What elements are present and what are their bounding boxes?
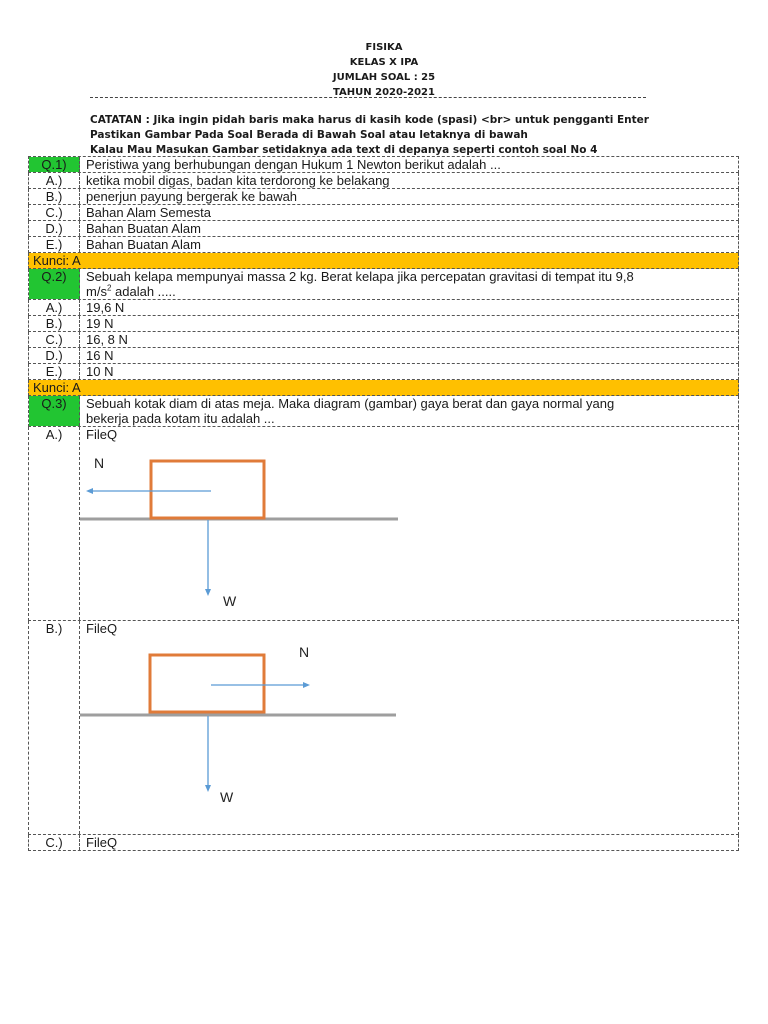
option-text: FileQ (86, 621, 118, 636)
option-text: FileQ (86, 835, 118, 850)
option-row (28, 348, 739, 364)
question-label: Q.1) (29, 157, 80, 172)
option-label: A.) (29, 173, 80, 188)
subject-title: FISIKA (365, 42, 403, 53)
force-diagram-a (80, 444, 410, 619)
note-line-2: Pastikan Gambar Pada Soal Berada di Bawah Soal atau letaknya di bawah (90, 129, 528, 141)
normal-force-label: N (299, 644, 310, 660)
option-row (28, 364, 739, 380)
option-text: Bahan Alam Semesta (86, 205, 212, 220)
question-text-tail: adalah ..... (111, 284, 176, 299)
arrow-head (86, 488, 93, 494)
note-line-1: CATATAN : Jika ingin pidah baris maka harus di kasih kode (spasi) <br> untuk pengganti Enter (90, 114, 649, 126)
year-title: TAHUN 2020-2021 (333, 87, 435, 98)
option-text: ketika mobil digas, badan kita terdorong ke belakang (86, 173, 390, 188)
option-text: penerjun payung bergerak ke bawah (86, 189, 298, 204)
option-row (28, 189, 739, 205)
arrow-head (205, 589, 211, 596)
weight-label: W (220, 789, 234, 805)
question-label: Q.2) (29, 269, 80, 299)
option-text: FileQ (86, 427, 118, 442)
option-row-image (28, 427, 739, 621)
question-text: Peristiwa yang berhubungan dengan Hukum 1 Newton berikut adalah ... (86, 157, 501, 172)
class-title: KELAS X IPA (349, 57, 419, 68)
option-text: Bahan Buatan Alam (86, 221, 201, 236)
option-label: C.) (29, 205, 80, 220)
option-text: 19,6 N (86, 300, 125, 315)
option-label: B.) (29, 189, 80, 204)
question-row (28, 156, 739, 173)
option-text: 19 N (86, 316, 114, 331)
answer-key: Kunci: A (28, 380, 739, 396)
option-row (28, 173, 739, 189)
note-line-3: Kalau Mau Masukan Gambar setidaknya ada text di depanya seperti contoh soal No 4 (90, 144, 598, 156)
document-header (0, 40, 768, 100)
option-label: B.) (29, 316, 80, 331)
normal-force-label: N (94, 455, 105, 471)
option-cell (80, 621, 738, 834)
option-text: Bahan Buatan Alam (86, 237, 201, 252)
option-label: C.) (29, 835, 80, 850)
option-label: B.) (29, 621, 80, 834)
question-label: Q.3) (29, 396, 80, 426)
box-shape (151, 461, 264, 518)
option-text: 10 N (86, 364, 114, 379)
option-label: D.) (29, 221, 80, 236)
option-row (28, 300, 739, 316)
question-text-line-1: Sebuah kotak diam di atas meja. Maka diagram (gambar) gaya berat dan gaya normal yang (86, 396, 615, 411)
question-row (28, 396, 739, 427)
force-diagram-b (80, 638, 410, 828)
option-text: 16, 8 N (86, 332, 128, 347)
box-shape (150, 655, 264, 712)
option-label: E.) (29, 237, 80, 252)
question-row (28, 269, 739, 300)
option-row (28, 316, 739, 332)
option-label: D.) (29, 348, 80, 363)
option-cell (80, 427, 738, 620)
option-label: E.) (29, 364, 80, 379)
option-row (28, 332, 739, 348)
arrow-head (205, 785, 211, 792)
option-row-image (28, 621, 739, 835)
weight-label: W (223, 593, 237, 609)
option-label: A.) (29, 427, 80, 620)
option-row (28, 835, 739, 851)
option-row (28, 221, 739, 237)
unit-exponent: 2 (106, 283, 112, 293)
unit-text: m/s (86, 284, 107, 299)
answer-key: Kunci: A (28, 253, 739, 269)
question-count: JUMLAH SOAL : 25 (332, 72, 436, 83)
question-text-line-2: bekerja pada kotam itu adalah ... (86, 411, 275, 426)
option-row (28, 205, 739, 221)
question-text-line-2 (86, 284, 738, 299)
dashed-divider (90, 97, 646, 98)
option-label: A.) (29, 300, 80, 315)
notes-block (90, 113, 649, 158)
question-text (80, 269, 738, 299)
option-label: C.) (29, 332, 80, 347)
option-row (28, 237, 739, 253)
question-table (28, 156, 739, 851)
question-text-line-1: Sebuah kelapa mempunyai massa 2 kg. Berat kelapa jika percepatan gravitasi di tempat itu 9,8 (86, 269, 634, 284)
question-text (80, 396, 738, 426)
option-text: 16 N (86, 348, 114, 363)
arrow-head (303, 682, 310, 688)
